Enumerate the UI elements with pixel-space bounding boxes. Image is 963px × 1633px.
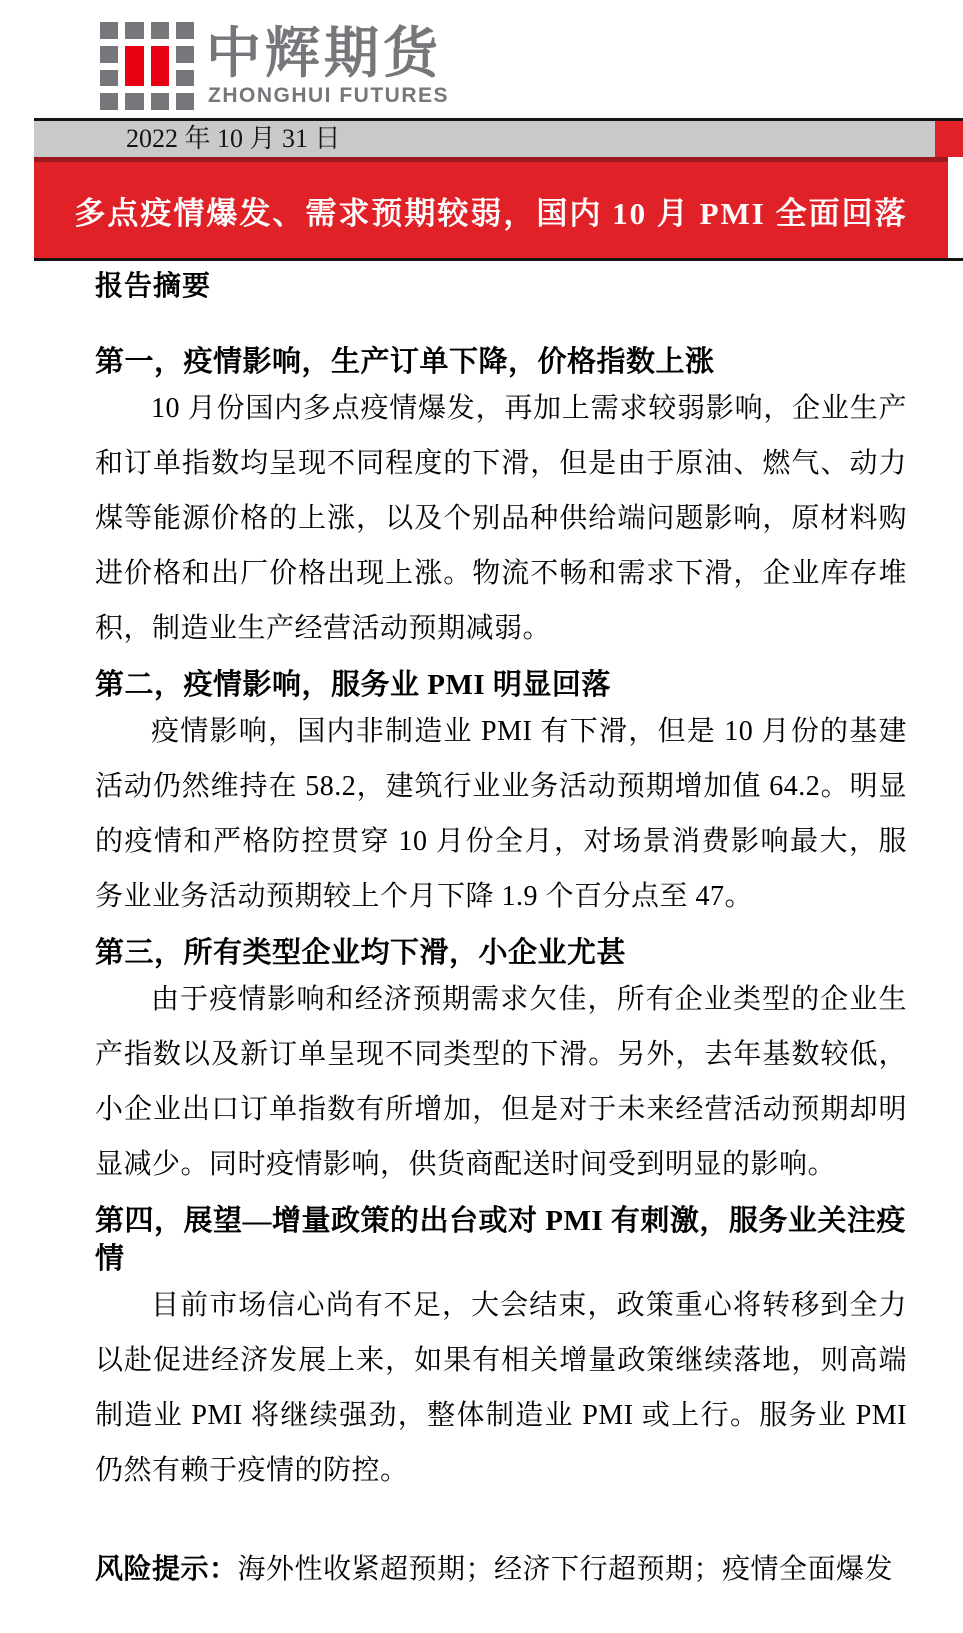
logo-square: [176, 70, 194, 87]
logo-square: [176, 93, 194, 110]
logo-square: [151, 93, 169, 110]
report-date: 2022 年 10 月 31 日: [126, 124, 341, 153]
logo-name-english: ZHONGHUI FUTURES: [208, 84, 449, 107]
risk-warning-text: 海外性收紧超预期；经济下行超预期；疫情全面爆发: [237, 1554, 894, 1585]
section-1-heading: 第一，疫情影响，生产订单下降，价格指数上涨: [95, 346, 715, 378]
section-3-paragraph: 由于疫情影响和经济预期需求欠佳，所有企业类型的企业生产指数以及新订单呈现不同类型的下滑。另外，去年基数较低，小企业出口订单指数有所增加，但是对于未来经营活动预期却明显减少。同时疫情影响，供货商配送时间受到明显的影响。: [95, 984, 907, 1180]
zhonghui-logo-icon: [100, 22, 194, 110]
section-4: [95, 1202, 907, 1498]
date-bar-red-accent: [935, 121, 963, 157]
logo-red-bar: [125, 46, 143, 87]
section-1: [95, 343, 907, 656]
section-3: [95, 934, 907, 1192]
summary-label: 报告摘要: [95, 271, 212, 302]
title-banner: [34, 157, 948, 258]
section-4-heading: 第四，展望—增量政策的出台或对 PMI 有刺激，服务业关注疫情: [95, 1205, 906, 1275]
date-bar: [34, 121, 935, 157]
logo-square: [100, 93, 118, 110]
section-3-heading: 第三，所有类型企业均下滑，小企业尤甚: [95, 937, 627, 969]
risk-warning-label: 风险提示：: [95, 1554, 238, 1585]
section-1-paragraph: 10 月份国内多点疫情爆发，再加上需求较弱影响，企业生产和订单指数均呈现不同程度的下滑，但是由于原油、燃气、动力煤等能源价格的上涨，以及个别品种供给端问题影响，原材料购进价格和出厂价格出现上涨。物流不畅和需求下滑，企业库存堆积，制造业生产经营活动预期减弱。: [95, 393, 907, 644]
section-2-paragraph: 疫情影响，国内非制造业 PMI 有下滑，但是 10 月份的基建活动仍然维持在 58.2，建筑行业业务活动预期增加值 64.2。明显的疫情和严格防控贯穿 10 月份全月，对场景消费影响最大，服务业业务活动预期较上个月下降 1.9 个百分点至 47。: [95, 716, 907, 912]
banner-bottom-rule: [34, 258, 963, 261]
logo-square: [100, 70, 118, 87]
logo-square: [125, 22, 143, 39]
logo-square: [125, 93, 143, 110]
logo-square: [176, 46, 194, 63]
risk-warning: [95, 1551, 907, 1589]
section-4-paragraph: 目前市场信心尚有不足，大会结束，政策重心将转移到全力以赴促进经济发展上来，如果有相关增量政策继续落地，则高端制造业 PMI 将继续强劲，整体制造业 PMI 或上行。服务业 PMI 仍然有赖于疫情的防控。: [95, 1290, 907, 1486]
logo-red-bar: [151, 46, 169, 87]
report-body: [95, 268, 907, 1589]
logo-name-chinese: 中辉期货: [206, 22, 443, 84]
report-title: 多点疫情爆发、需求预期较弱，国内 10 月 PMI 全面回落: [74, 195, 908, 231]
section-2-heading: 第二，疫情影响，服务业 PMI 明显回落: [95, 669, 611, 701]
logo-square: [100, 46, 118, 63]
logo-square: [151, 22, 169, 39]
logo-square: [176, 22, 194, 39]
logo-square: [100, 22, 118, 39]
section-2: [95, 666, 907, 924]
